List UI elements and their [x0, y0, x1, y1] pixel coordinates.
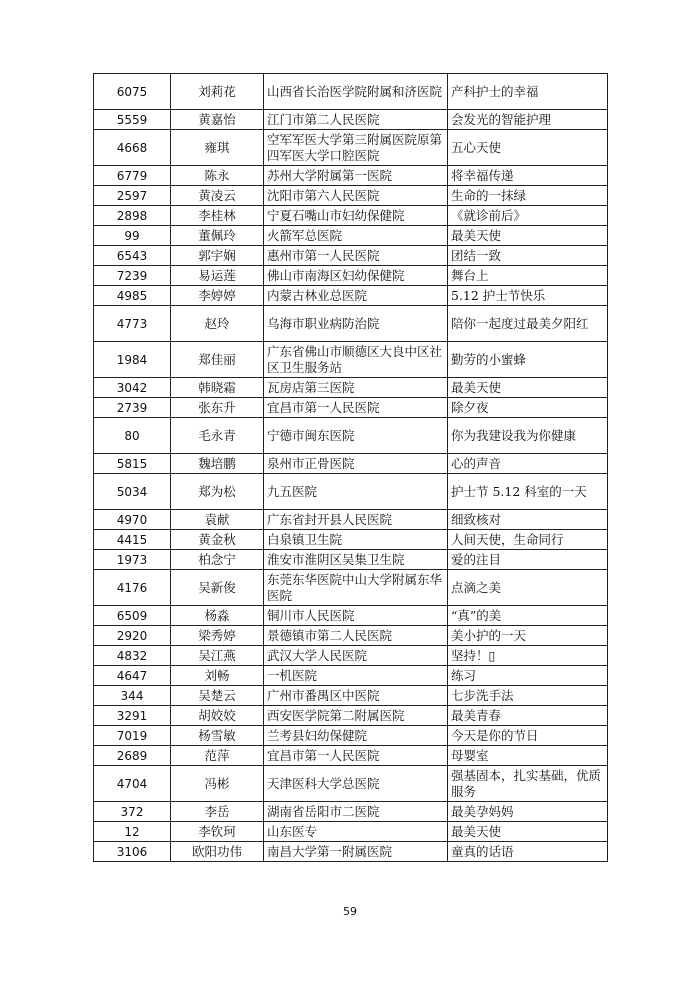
entry-title-cell: 陪你一起度过最美夕阳红	[448, 306, 608, 342]
entry-org-cell: 宜昌市第一人民医院	[264, 746, 448, 766]
table-row	[94, 606, 608, 626]
entry-org-cell: 东莞东华医院中山大学附属东华医院	[264, 570, 448, 606]
entry-id-cell: 6543	[94, 246, 171, 266]
entry-org-cell: 乌海市职业病防治院	[264, 306, 448, 342]
entry-name-cell: 魏培鹏	[171, 454, 264, 474]
table-row	[94, 474, 608, 510]
entry-title-cell: 人间天使，生命同行	[448, 530, 608, 550]
entry-org-cell: 白泉镇卫生院	[264, 530, 448, 550]
entry-id-cell: 2597	[94, 186, 171, 206]
entry-id-cell: 99	[94, 226, 171, 246]
table-row	[94, 822, 608, 842]
entry-title-cell: 你为我建设我为你健康	[448, 418, 608, 454]
entry-title-cell: 护士节 5.12 科室的一天	[448, 474, 608, 510]
table-row	[94, 570, 608, 606]
entry-id-cell: 6779	[94, 166, 171, 186]
entry-name-cell: 易运莲	[171, 266, 264, 286]
entry-name-cell: 欧阳功伟	[171, 842, 264, 862]
entry-id-cell: 5034	[94, 474, 171, 510]
entry-id-cell: 2898	[94, 206, 171, 226]
entry-name-cell: 黄凌云	[171, 186, 264, 206]
table-row	[94, 246, 608, 266]
entry-org-cell: 火箭军总医院	[264, 226, 448, 246]
entry-org-cell: 泉州市正骨医院	[264, 454, 448, 474]
entry-title-cell: 强基固本，扎实基础，优质服务	[448, 766, 608, 802]
entry-title-cell: 最美孕妈妈	[448, 802, 608, 822]
entry-id-cell: 1984	[94, 342, 171, 378]
entry-name-cell: 黄金秋	[171, 530, 264, 550]
entry-org-cell: 景德镇市第二人民医院	[264, 626, 448, 646]
entry-title-cell: 舞台上	[448, 266, 608, 286]
entry-name-cell: 陈永	[171, 166, 264, 186]
entry-name-cell: 李婷婷	[171, 286, 264, 306]
table-row	[94, 266, 608, 286]
entry-org-cell: 江门市第二人民医院	[264, 110, 448, 130]
table-row	[94, 342, 608, 378]
entry-name-cell: 胡姣姣	[171, 706, 264, 726]
entry-title-cell: 七步洗手法	[448, 686, 608, 706]
table-row	[94, 646, 608, 666]
entry-org-cell: 沈阳市第六人民医院	[264, 186, 448, 206]
entry-title-cell: 爱的注目	[448, 550, 608, 570]
entry-id-cell: 4668	[94, 130, 171, 166]
entry-id-cell: 4176	[94, 570, 171, 606]
entry-name-cell: 吴新俊	[171, 570, 264, 606]
entry-name-cell: 郭宇娴	[171, 246, 264, 266]
entry-org-cell: 宁夏石嘴山市妇幼保健院	[264, 206, 448, 226]
entry-org-cell: 山东医专	[264, 822, 448, 842]
entry-id-cell: 3042	[94, 378, 171, 398]
entry-id-cell: 2739	[94, 398, 171, 418]
entry-org-cell: 广东省佛山市顺德区大良中区社区卫生服务站	[264, 342, 448, 378]
entry-org-cell: 广东省封开县人民医院	[264, 510, 448, 530]
entry-title-cell: “真”的美	[448, 606, 608, 626]
entry-org-cell: 一机医院	[264, 666, 448, 686]
entry-title-cell: 最美天使	[448, 822, 608, 842]
entry-org-cell: 广州市番禺区中医院	[264, 686, 448, 706]
entry-title-cell: 细致核对	[448, 510, 608, 530]
entry-org-cell: 宁德市闽东医院	[264, 418, 448, 454]
entry-title-cell: 将幸福传递	[448, 166, 608, 186]
table-row	[94, 530, 608, 550]
entry-org-cell: 佛山市南海区妇幼保健院	[264, 266, 448, 286]
entry-id-cell: 4773	[94, 306, 171, 342]
entry-title-cell: 心的声音	[448, 454, 608, 474]
entry-org-cell: 天津医科大学总医院	[264, 766, 448, 802]
entry-id-cell: 4647	[94, 666, 171, 686]
entry-org-cell: 铜川市人民医院	[264, 606, 448, 626]
entry-title-cell: 最美天使	[448, 226, 608, 246]
table-row	[94, 398, 608, 418]
entry-name-cell: 吴楚云	[171, 686, 264, 706]
table-row	[94, 306, 608, 342]
table-row	[94, 186, 608, 206]
entry-id-cell: 1973	[94, 550, 171, 570]
entry-name-cell: 毛永青	[171, 418, 264, 454]
table-row	[94, 746, 608, 766]
entry-org-cell: 武汉大学人民医院	[264, 646, 448, 666]
entry-name-cell: 韩晓霜	[171, 378, 264, 398]
table-row	[94, 802, 608, 822]
entry-id-cell: 7019	[94, 726, 171, 746]
entry-name-cell: 袁献	[171, 510, 264, 530]
entry-id-cell: 5559	[94, 110, 171, 130]
entry-id-cell: 6075	[94, 74, 171, 110]
entry-title-cell: 练习	[448, 666, 608, 686]
entry-name-cell: 吴江燕	[171, 646, 264, 666]
entry-id-cell: 4704	[94, 766, 171, 802]
table-row	[94, 418, 608, 454]
entry-title-cell: 产科护士的幸福	[448, 74, 608, 110]
table-row	[94, 726, 608, 746]
table-row	[94, 510, 608, 530]
entry-name-cell: 黄嘉怡	[171, 110, 264, 130]
entry-name-cell: 柏念宁	[171, 550, 264, 570]
entry-title-cell: 今天是你的节日	[448, 726, 608, 746]
entry-title-cell: 最美天使	[448, 378, 608, 398]
entry-org-cell: 宜昌市第一人民医院	[264, 398, 448, 418]
entry-org-cell: 南昌大学第一附属医院	[264, 842, 448, 862]
table-row	[94, 842, 608, 862]
entry-name-cell: 李钦珂	[171, 822, 264, 842]
table-row	[94, 130, 608, 166]
entry-title-cell: 母婴室	[448, 746, 608, 766]
entry-org-cell: 苏州大学附属第一医院	[264, 166, 448, 186]
entries-table	[93, 73, 608, 862]
entry-id-cell: 2920	[94, 626, 171, 646]
entry-id-cell: 4415	[94, 530, 171, 550]
entry-name-cell: 李桂林	[171, 206, 264, 226]
table-row	[94, 550, 608, 570]
entry-id-cell: 4832	[94, 646, 171, 666]
table-row	[94, 626, 608, 646]
table-row	[94, 226, 608, 246]
table-row	[94, 286, 608, 306]
entry-id-cell: 372	[94, 802, 171, 822]
entry-id-cell: 6509	[94, 606, 171, 626]
entry-title-cell: 最美青春	[448, 706, 608, 726]
entry-org-cell: 瓦房店第三医院	[264, 378, 448, 398]
table-row	[94, 766, 608, 802]
entry-name-cell: 范萍	[171, 746, 264, 766]
table-row	[94, 666, 608, 686]
entry-name-cell: 刘畅	[171, 666, 264, 686]
entry-title-cell: 除夕夜	[448, 398, 608, 418]
page-number: 59	[343, 905, 357, 918]
table-row	[94, 378, 608, 398]
table-row	[94, 110, 608, 130]
entry-id-cell: 4970	[94, 510, 171, 530]
entry-id-cell: 4985	[94, 286, 171, 306]
entry-name-cell: 刘莉花	[171, 74, 264, 110]
entry-title-cell: 《就诊前后》	[448, 206, 608, 226]
table-row	[94, 706, 608, 726]
table-row	[94, 166, 608, 186]
entry-name-cell: 郑佳丽	[171, 342, 264, 378]
entry-name-cell: 李岳	[171, 802, 264, 822]
entry-name-cell: 张东升	[171, 398, 264, 418]
table-row	[94, 454, 608, 474]
entry-title-cell: 生命的一抹绿	[448, 186, 608, 206]
table-row	[94, 74, 608, 110]
entry-name-cell: 郑为松	[171, 474, 264, 510]
entry-title-cell: 团结一致	[448, 246, 608, 266]
entry-id-cell: 7239	[94, 266, 171, 286]
entry-org-cell: 山西省长治医学院附属和济医院	[264, 74, 448, 110]
entry-org-cell: 惠州市第一人民医院	[264, 246, 448, 266]
entry-name-cell: 杨淼	[171, 606, 264, 626]
entry-title-cell: 坚持！▯	[448, 646, 608, 666]
entry-org-cell: 西安医学院第二附属医院	[264, 706, 448, 726]
entry-title-cell: 5.12 护士节快乐	[448, 286, 608, 306]
entry-title-cell: 五心天使	[448, 130, 608, 166]
entry-name-cell: 雍琪	[171, 130, 264, 166]
entry-name-cell: 赵玲	[171, 306, 264, 342]
entry-org-cell: 九五医院	[264, 474, 448, 510]
table-row	[94, 686, 608, 706]
entry-title-cell: 会发光的智能护理	[448, 110, 608, 130]
entries-table-body	[94, 74, 608, 862]
entry-id-cell: 12	[94, 822, 171, 842]
entry-id-cell: 344	[94, 686, 171, 706]
entry-name-cell: 梁秀婷	[171, 626, 264, 646]
table-row	[94, 206, 608, 226]
entry-org-cell: 淮安市淮阴区吴集卫生院	[264, 550, 448, 570]
entry-org-cell: 内蒙古林业总医院	[264, 286, 448, 306]
entry-title-cell: 点滴之美	[448, 570, 608, 606]
entry-id-cell: 80	[94, 418, 171, 454]
entry-title-cell: 童真的话语	[448, 842, 608, 862]
entry-title-cell: 勤劳的小蜜蜂	[448, 342, 608, 378]
entry-id-cell: 2689	[94, 746, 171, 766]
entry-org-cell: 湖南省岳阳市二医院	[264, 802, 448, 822]
entry-name-cell: 杨雪敏	[171, 726, 264, 746]
entry-name-cell: 董佩玲	[171, 226, 264, 246]
entry-id-cell: 5815	[94, 454, 171, 474]
entry-name-cell: 冯彬	[171, 766, 264, 802]
entry-org-cell: 空军军医大学第三附属医院原第四军医大学口腔医院	[264, 130, 448, 166]
entry-org-cell: 兰考县妇幼保健院	[264, 726, 448, 746]
entry-id-cell: 3106	[94, 842, 171, 862]
entry-id-cell: 3291	[94, 706, 171, 726]
entry-title-cell: 美小护的一天	[448, 626, 608, 646]
